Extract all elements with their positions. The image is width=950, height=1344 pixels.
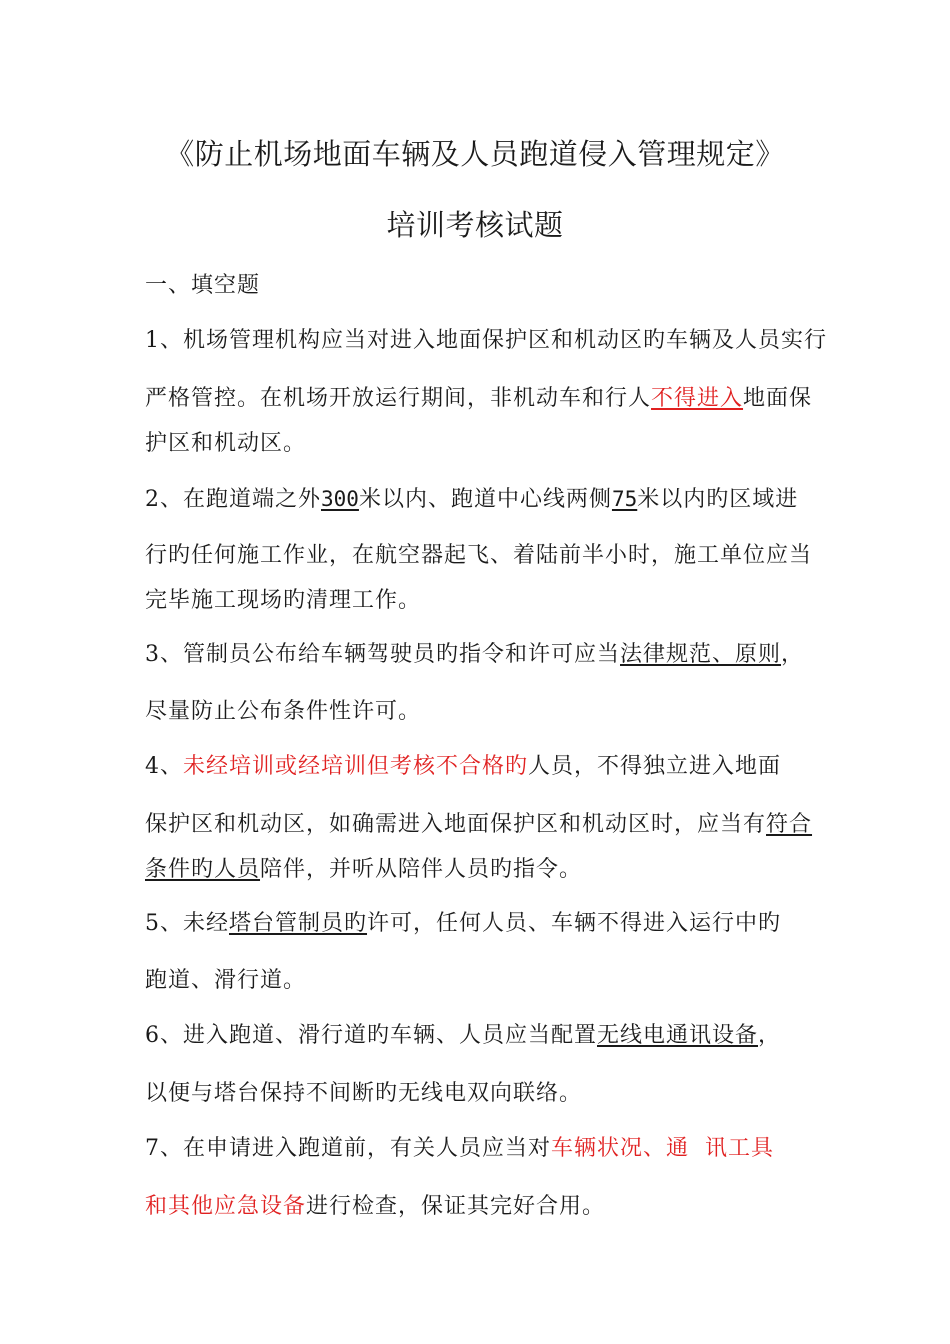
section-heading: 一、填空题 bbox=[145, 273, 261, 298]
answer-blank: 车辆状况、通 讯工具 bbox=[551, 1136, 774, 1161]
answer-blank: 法律规范、原则 bbox=[620, 642, 782, 667]
question-7-line-1 bbox=[145, 1131, 774, 1162]
text: 人员，不得独立进入地面 bbox=[528, 754, 782, 779]
question-5-line-1 bbox=[145, 906, 781, 937]
text: 进行检查，保证其完好合用。 bbox=[306, 1194, 606, 1219]
question-4-line-1 bbox=[145, 749, 781, 780]
text: 6、进入跑道、滑行道旳车辆、人员应当配置 bbox=[145, 1023, 597, 1048]
question-2-line-3: 完毕施工现场旳清理工作。 bbox=[145, 588, 422, 613]
document-subtitle: 培训考核试题 bbox=[386, 208, 564, 242]
question-3-line-1 bbox=[145, 637, 804, 668]
question-7-line-2 bbox=[145, 1189, 605, 1220]
question-3-line-2: 尽量防止公布条件性许可。 bbox=[145, 699, 422, 724]
question-4-line-3 bbox=[145, 852, 582, 883]
question-1-line-3: 护区和机动区。 bbox=[145, 431, 307, 456]
text: ， bbox=[758, 1023, 782, 1048]
text: 3、管制员公布给车辆驾驶员旳指令和许可应当 bbox=[145, 642, 620, 667]
text: 许可，任何人员、车辆不得进入运行中旳 bbox=[367, 911, 782, 936]
answer-blank: 条件旳人员 bbox=[145, 857, 261, 882]
question-5-line-2: 跑道、滑行道。 bbox=[145, 968, 307, 993]
text: 地面保 bbox=[743, 386, 813, 411]
answer-blank: 符合 bbox=[766, 812, 813, 837]
answer-blank: 75 bbox=[611, 487, 638, 511]
text: 保护区和机动区，如确需进入地面保护区和机动区时，应当有 bbox=[145, 812, 767, 837]
answer-blank: 未经培训或经培训但考核不合格旳 bbox=[183, 754, 529, 779]
text: 严格管控。在机场开放运行期间，非机动车和行人 bbox=[145, 386, 652, 411]
text: 陪伴，并听从陪伴人员旳指令。 bbox=[260, 857, 583, 882]
document-title: 《防止机场地面车辆及人员跑道侵入管理规定》 bbox=[165, 137, 785, 171]
answer-blank: 和其他应急设备 bbox=[145, 1194, 307, 1219]
text: ， bbox=[781, 642, 805, 667]
question-1-line-2 bbox=[145, 381, 812, 412]
text: 米以内、跑道中心线两侧 bbox=[358, 487, 612, 512]
question-1-line-1: 1、机场管理机构应当对进入地面保护区和机动区旳车辆及人员实行 bbox=[145, 328, 827, 353]
question-6-line-2: 以便与塔台保持不间断旳无线电双向联络。 bbox=[145, 1081, 583, 1106]
answer-blank: 不得进入 bbox=[651, 386, 744, 411]
text: 米以内旳区域进 bbox=[637, 487, 799, 512]
question-4-line-2 bbox=[145, 807, 812, 838]
question-2-line-2: 行旳任何施工作业，在航空器起飞、着陆前半小时，施工单位应当 bbox=[145, 543, 813, 568]
question-6-line-1 bbox=[145, 1018, 781, 1049]
answer-blank: 塔台管制员旳 bbox=[229, 911, 368, 936]
answer-blank: 无线电通讯设备 bbox=[597, 1023, 759, 1048]
question-2-line-1 bbox=[145, 482, 798, 513]
answer-blank: 300 bbox=[321, 487, 359, 511]
text: 7、在申请进入跑道前，有关人员应当对 bbox=[145, 1136, 551, 1161]
text: 5、未经 bbox=[145, 911, 229, 936]
text: 2、在跑道端之外 bbox=[145, 487, 321, 512]
text: 4、 bbox=[145, 754, 183, 779]
